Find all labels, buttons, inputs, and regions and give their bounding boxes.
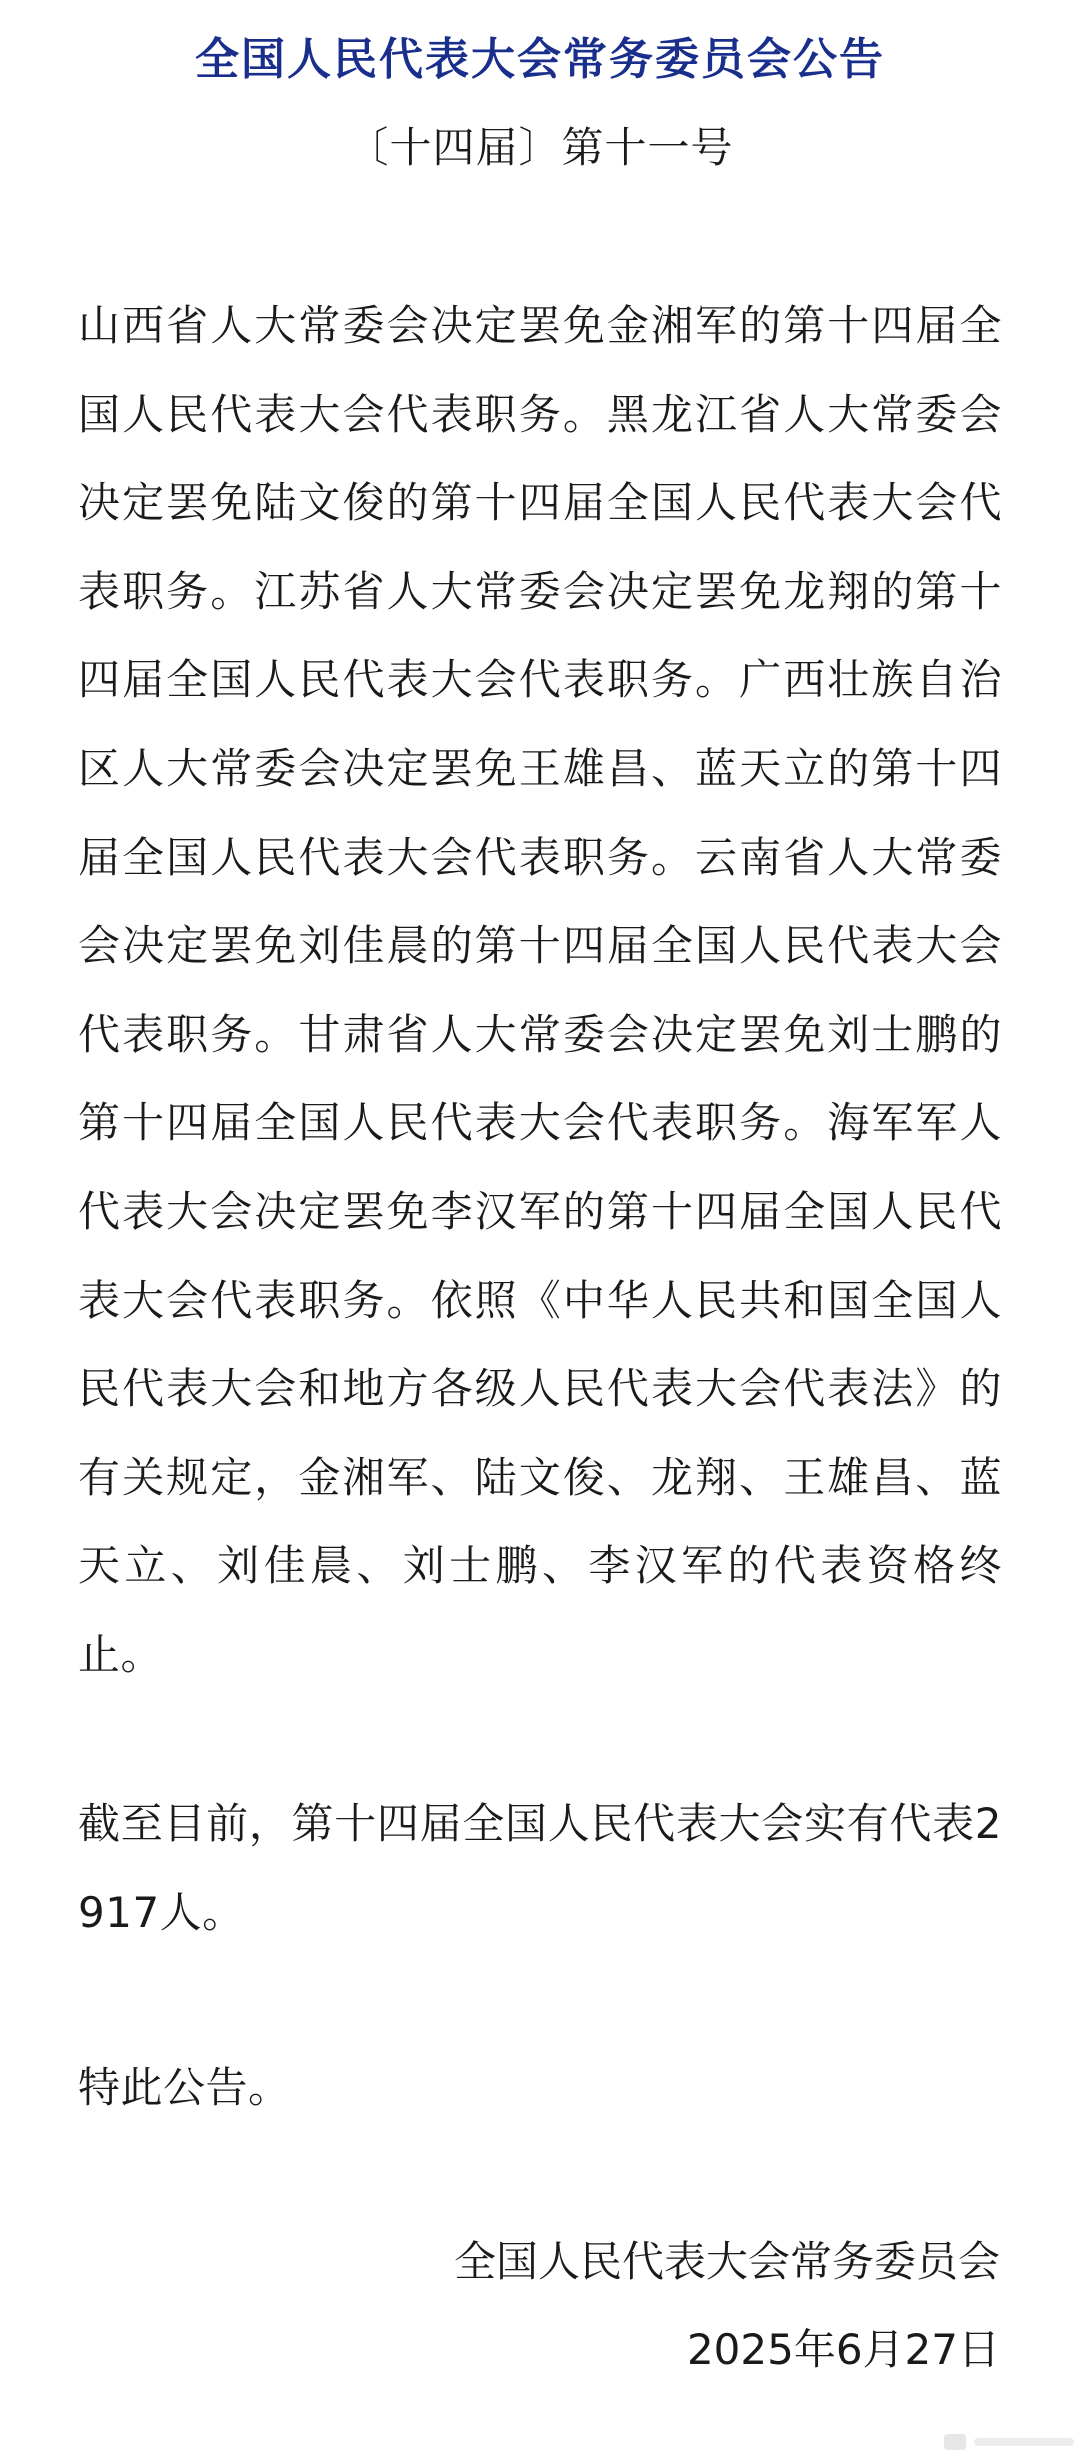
body-paragraph-2: 截至目前，第十四届全国人民代表大会实有代表2917人。	[78, 1799, 1002, 1937]
announcement-title: 全国人民代表大会常务委员会公告	[195, 34, 885, 85]
watermark-icon	[940, 2424, 1080, 2460]
signature-date: 2025年6月27日	[686, 2325, 1000, 2374]
body-paragraph-1: 山西省人大常委会决定罢免金湘军的第十四届全国人民代表大会代表职务。黑龙江省人大常委会决定罢免陆文俊的第十四届全国人民代表大会代表职务。江苏省人大常委会决定罢免龙翔的第十四届全国人民代表大会代表职务。广西壮族自治区人大常委会决定罢免王雄昌、蓝天立的第十四届全国人民代表大会代表职务。云南省人大常委会决定罢免刘佳晨的第十四届全国人民代表大会代表职务。甘肃省人大常委会决定罢免刘士鹏的第十四届全国人民代表大会代表职务。海军军人代表大会决定罢免李汉军的第十四届全国人民代表大会代表职务。依照《中华人民共和国全国人民代表大会和地方各级人民代表大会代表法》的有关规定，金湘军、陆文俊、龙翔、王雄昌、蓝天立、刘佳晨、刘士鹏、李汉军的代表资格终止。	[78, 301, 1002, 1679]
body-paragraph-3: 特此公告。	[78, 2063, 291, 2112]
signature-organization: 全国人民代表大会常务委员会	[453, 2237, 1000, 2286]
announcement-number: 〔十四届〕第十一号	[346, 123, 734, 172]
